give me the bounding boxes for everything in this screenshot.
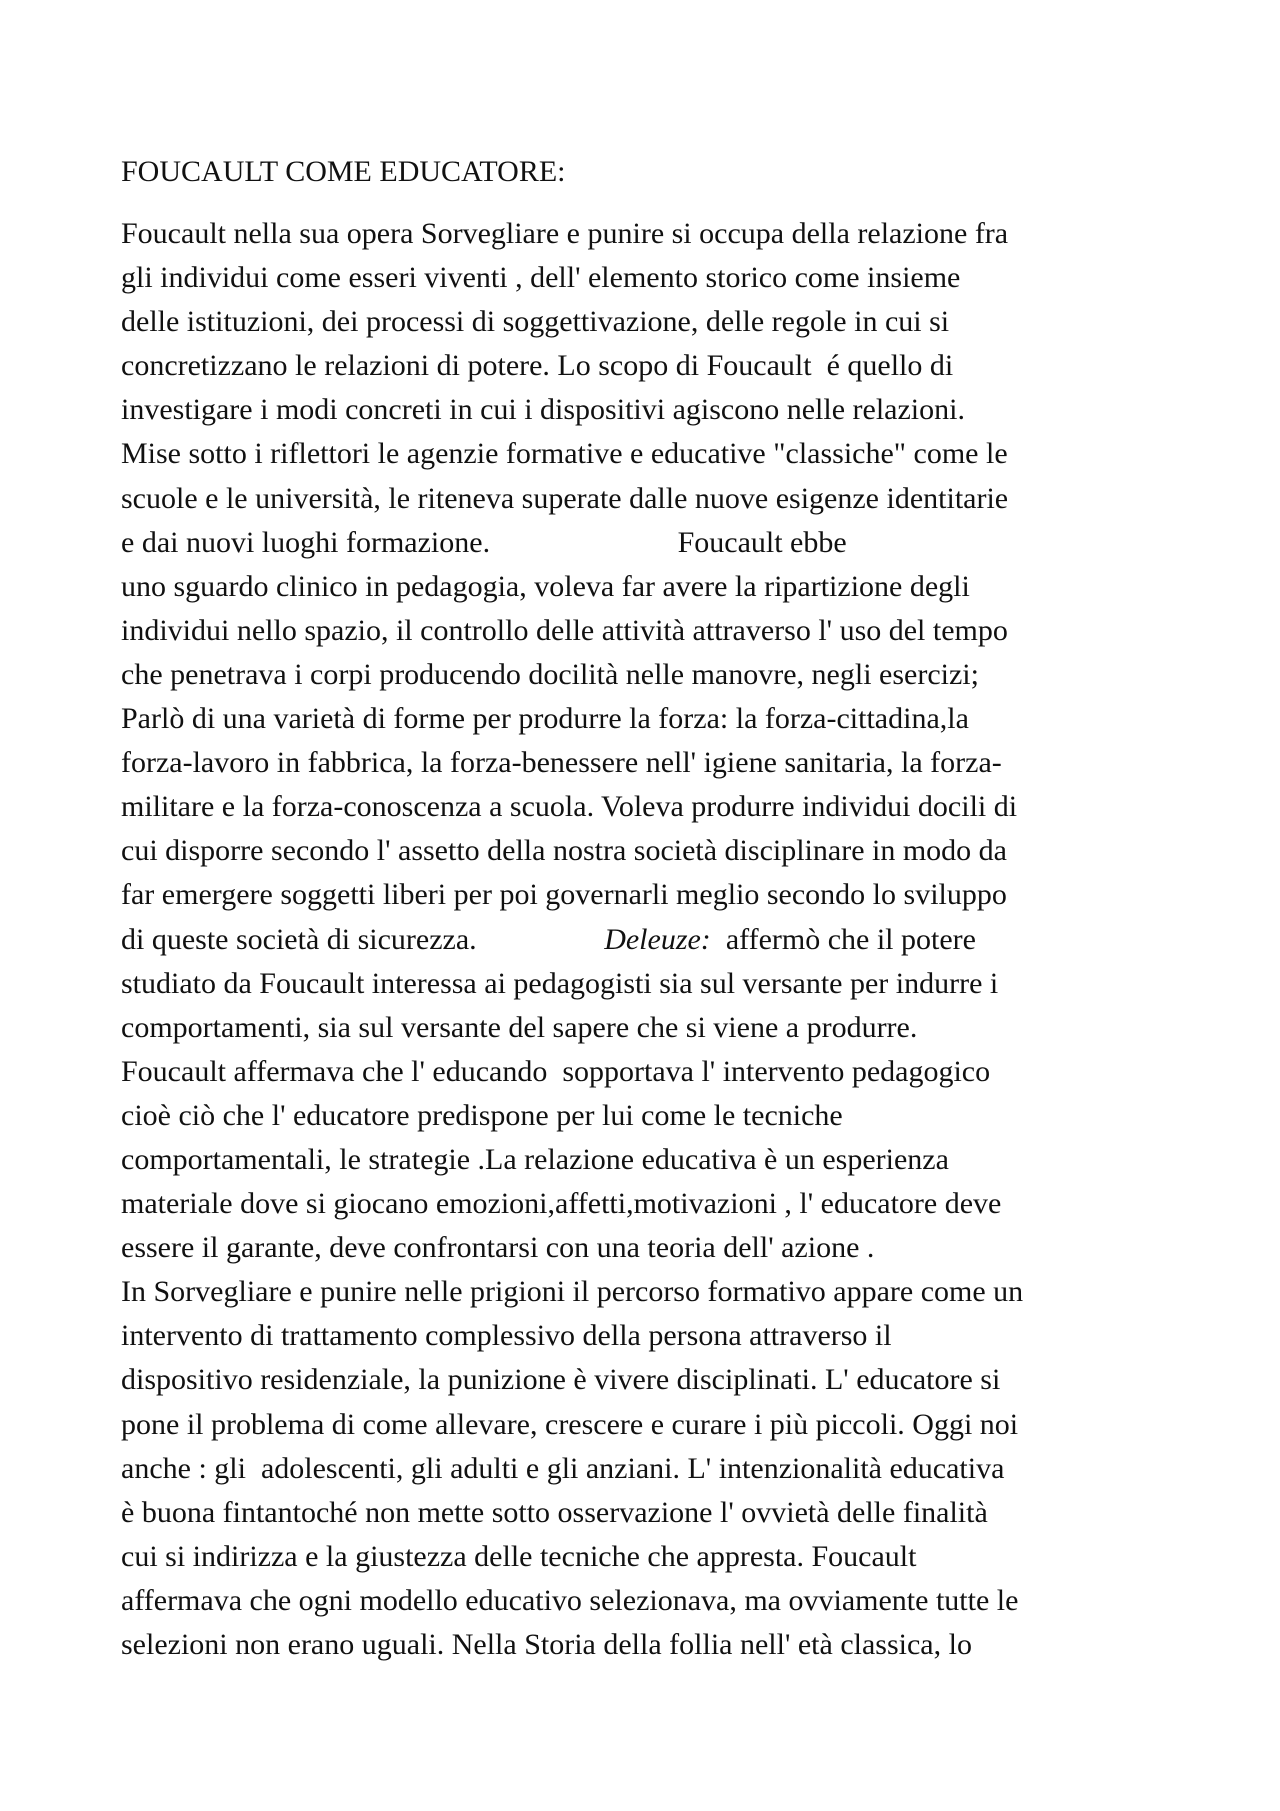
- deleuze-label: Deleuze:: [604, 922, 711, 956]
- text-line: In Sorvegliare e punire nelle prigioni il percorso formativo appare come un: [121, 1275, 1024, 1309]
- text-line: essere il garante, deve confrontarsi con una teoria dell' azione .: [121, 1231, 875, 1265]
- text-line: cui disporre secondo l' assetto della nostra società disciplinare in modo da: [121, 834, 1007, 868]
- text-line: delle istituzioni, dei processi di soggettivazione, delle regole in cui si: [121, 305, 950, 339]
- text-line: concretizzano le relazioni di potere. Lo scopo di Foucault é quello di: [121, 349, 954, 383]
- text-line: comportamentali, le strategie .La relazione educativa è un esperienza: [121, 1142, 949, 1176]
- text-line: individui nello spazio, il controllo delle attività attraverso l' uso del tempo: [121, 613, 1008, 647]
- text-line: far emergere soggetti liberi per poi governarli meglio secondo lo sviluppo: [121, 878, 1007, 912]
- text-line: affermava che ogni modello educativo selezionava, ma ovviamente tutte le: [121, 1583, 1019, 1617]
- text-line: pone il problema di come allevare, crescere e curare i più piccoli. Oggi noi: [121, 1407, 1019, 1441]
- page-title: FOUCAULT COME EDUCATORE:: [121, 155, 566, 188]
- text-line: Foucault nella sua opera Sorvegliare e punire si occupa della relazione fra: [121, 217, 1009, 250]
- text-line: intervento di trattamento complessivo della persona attraverso il: [121, 1319, 892, 1353]
- text-line: comportamenti, sia sul versante del sapere che si viene a produrre.: [121, 1010, 918, 1044]
- document-content: [121, 148, 1181, 1667]
- text-line: dispositivo residenziale, la punizione è vivere disciplinati. L' educatore si: [121, 1363, 1001, 1397]
- text-line: e dai nuovi luoghi formazione. Foucault ebbe: [121, 525, 847, 559]
- text-segment: di queste società di sicurezza.: [121, 922, 605, 956]
- text-line: materiale dove si giocano emozioni,affetti,motivazioni , l' educatore deve: [121, 1187, 1002, 1221]
- text-line: è buona fintantoché non mette sotto osservazione l' ovvietà delle finalità: [121, 1495, 988, 1529]
- text-line: forza-lavoro in fabbrica, la forza-benessere nell' igiene sanitaria, la forza-: [121, 746, 1002, 780]
- body-text: [121, 212, 1181, 1667]
- text-line: Mise sotto i riflettori le agenzie formative e educative "classiche" come le: [121, 437, 1008, 471]
- text-line-deleuze: [121, 918, 1181, 962]
- text-line: Parlò di una varietà di forme per produrre la forza: la forza-cittadina,la: [121, 702, 969, 736]
- text-line: scuole e le università, le riteneva superate dalle nuove esigenze identitarie: [121, 481, 1009, 515]
- text-line: cui si indirizza e la giustezza delle tecniche che appresta. Foucault: [121, 1539, 917, 1573]
- text-line: cioè ciò che l' educatore predispone per lui come le tecniche: [121, 1098, 843, 1132]
- text-line: uno sguardo clinico in pedagogia, voleva far avere la ripartizione degli: [121, 569, 970, 603]
- text-line: militare e la forza-conoscenza a scuola. Voleva produrre individui docili di: [121, 790, 1018, 824]
- text-line: selezioni non erano uguali. Nella Storia della follia nell' età classica, lo: [121, 1628, 972, 1661]
- text-line: che penetrava i corpi producendo docilità nelle manovre, negli esercizi;: [121, 657, 979, 691]
- text-segment: affermò che il potere: [710, 922, 976, 956]
- text-line: gli individui come esseri viventi , dell' elemento storico come insieme: [121, 261, 961, 295]
- text-line: anche : gli adolescenti, gli adulti e gli anziani. L' intenzionalità educativa: [121, 1451, 1005, 1485]
- text-line: Foucault affermava che l' educando sopportava l' intervento pedagogico: [121, 1054, 991, 1088]
- text-line: investigare i modi concreti in cui i dispositivi agiscono nelle relazioni.: [121, 393, 965, 427]
- text-line: studiato da Foucault interessa ai pedagogisti sia sul versante per indurre i: [121, 966, 999, 1000]
